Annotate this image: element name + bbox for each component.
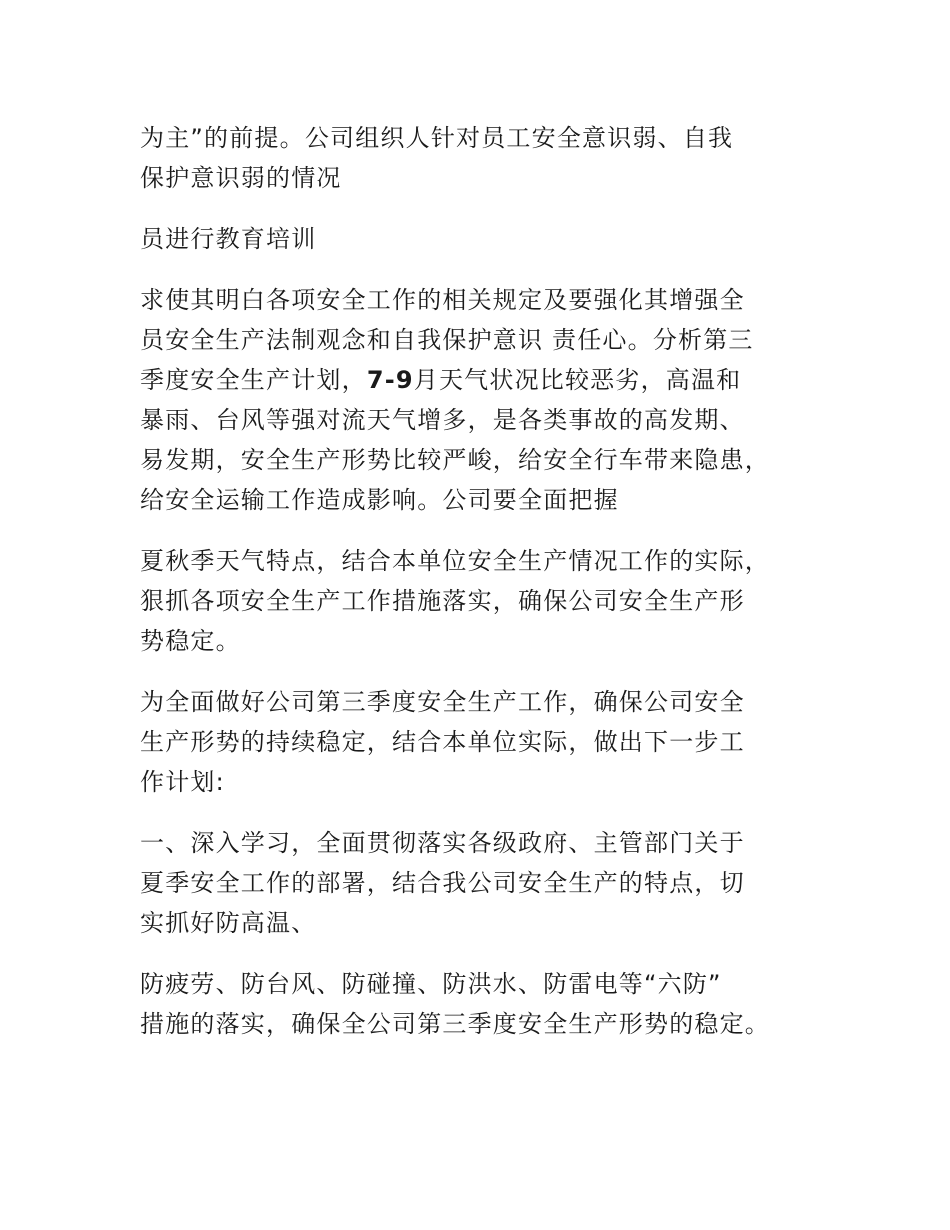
paragraph-1 xyxy=(140,118,820,198)
text-line: 给安全运输工作造成影响。公司要全面把握 xyxy=(140,486,619,514)
paragraph-4 xyxy=(140,541,820,661)
text-line: 生产形势的持续稳定，结合本单位实际，做出下一步工 xyxy=(140,728,745,756)
text-run: 季度安全生产计划， xyxy=(140,366,367,394)
text-line: 势稳定。 xyxy=(140,627,241,655)
text-line: 作计划: xyxy=(140,768,225,796)
text-line: 夏季安全工作的部署，结合我公司安全生产的特点，切 xyxy=(140,869,745,897)
text-line: 员进行教育培训 xyxy=(140,225,317,253)
text-line: 一、深入学习，全面贯彻落实各级政府、主管部门关于 xyxy=(140,829,745,857)
text-line-rich xyxy=(140,360,820,400)
text-line: 实抓好防高温、 xyxy=(140,909,317,937)
paragraph-3 xyxy=(140,280,820,520)
text-line: 易发期，安全生产形势比较严峻，给安全行车带来隐患， xyxy=(140,446,770,474)
paragraph-2 xyxy=(140,219,820,259)
text-line: 夏秋季天气特点，结合本单位安全生产情况工作的实际， xyxy=(140,547,770,575)
text-line: 求使其明白各项安全工作的相关规定及要强化其增强全 xyxy=(140,286,745,314)
month-range: 7-9 xyxy=(366,366,414,394)
text-line: 措施的落实，确保全公司第三季度安全生产形势的稳定。 xyxy=(140,1010,770,1038)
paragraph-5 xyxy=(140,682,820,802)
text-line: 保护意识弱的情况 xyxy=(140,164,342,192)
text-line: 员安全生产法制观念和自我保护意识 责任心。分析第三 xyxy=(140,326,754,354)
text-run: 月天气状况比较恶劣，高温和 xyxy=(413,366,742,394)
paragraph-6 xyxy=(140,823,820,943)
paragraph-7 xyxy=(140,964,820,1044)
text-line: 暴雨、台风等强对流天气增多，是各类事故的高发期、 xyxy=(140,406,745,434)
text-line: 狠抓各项安全生产工作措施落实，确保公司安全生产形 xyxy=(140,587,745,615)
text-line: 为主”的前提。公司组织人针对员工安全意识弱、自我 xyxy=(140,124,734,152)
document-body xyxy=(140,118,820,1065)
text-line: 防疲劳、防台风、防碰撞、防洪水、防雷电等“六防” xyxy=(140,970,722,998)
text-line: 为全面做好公司第三季度安全生产工作，确保公司安全 xyxy=(140,688,745,716)
